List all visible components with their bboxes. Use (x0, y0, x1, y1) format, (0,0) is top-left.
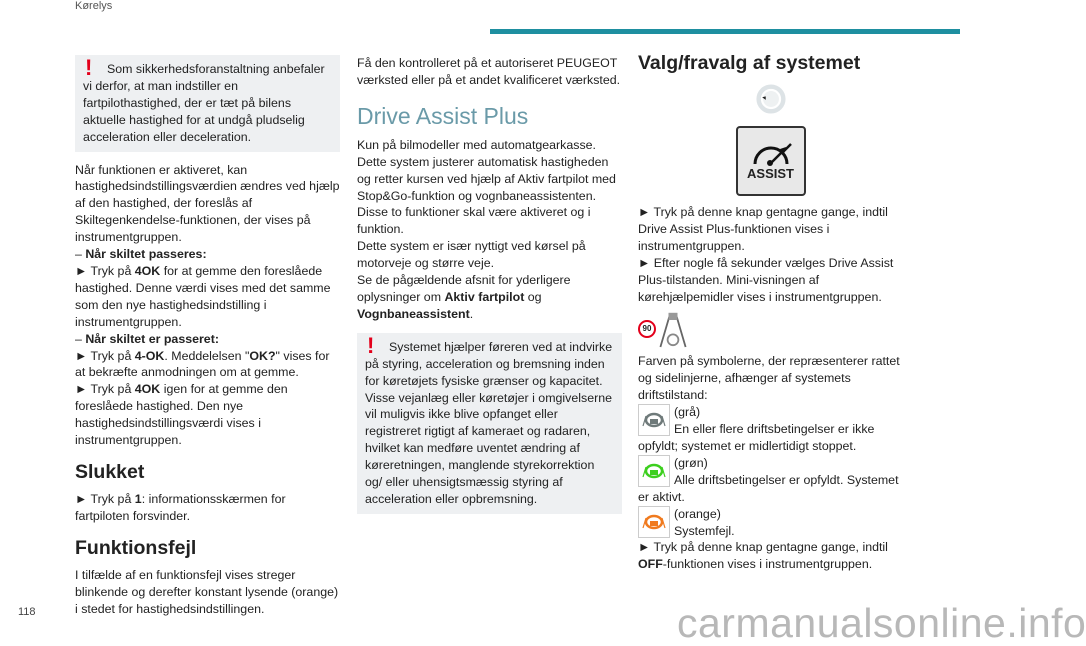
paragraph: Se de pågældende afsnit for yderligere oplysninger om Aktiv fartpilot og Vognbaneassistent. (357, 273, 571, 321)
steering-state-icon (638, 506, 670, 538)
assist-label: ASSIST (747, 165, 794, 181)
paragraph: Farven på symbolerne, der repræsenterer rattet og sidelinjerne, afhænger af systemets driftstilstand: (638, 354, 900, 403)
column-3 (638, 52, 903, 573)
paragraph: Dette system justerer automatisk hastigheden og retter kursen ved hjælp af Aktiv fartpilot med Stop&Go-funktion og vognbaneassistenten. (357, 154, 616, 203)
heading-fault: Funktionsfejl (75, 536, 197, 559)
state-item (638, 455, 903, 506)
header-bar (490, 29, 960, 34)
speed-limit-sign: 90 (638, 320, 656, 338)
warning-note (357, 333, 622, 514)
mini-display-icon (638, 311, 903, 347)
state-label: (grå) (674, 405, 701, 420)
heading-drive-assist: Drive Assist Plus (357, 102, 529, 129)
paragraph: Disse to funktioner skal være aktiveret og i funktion. (357, 205, 591, 237)
paragraph: Når funktionen er aktiveret, kan hastighedsindstillingsværdien ændres ved hjælp af den hastighed, der foreslås af Skiltegenkendelse-funktionen, der vises på instrumentgruppen. (75, 162, 340, 245)
column-2 (357, 55, 622, 524)
steering-state-icon (638, 455, 670, 487)
paragraph: Dette system er især nyttigt ved kørsel på motorveje og større veje. (357, 239, 586, 271)
state-text: En eller flere driftsbetingelser er ikke opfyldt; systemet er midlertidigt stoppet. (638, 422, 875, 453)
state-label: (grøn) (674, 455, 708, 470)
column-1 (75, 55, 340, 617)
note-text: Som sikkerhedsforanstaltning anbefaler vi derfor, at man indstiller en fartpilothastighed, der er tæt på bilens aktuelle hastighed for at undgå pludselig acceleration eller deceleration. (83, 62, 325, 144)
step: ► Tryk på 1: informationsskærmen for fartpiloten forsvinder. (75, 491, 286, 523)
step: ► Tryk på denne knap gentagne gange, indtil OFF-funktionen vises i instrumentgruppen. (638, 540, 888, 572)
warning-icon: ! (85, 55, 93, 80)
paragraph: Få den kontrolleret på et autoriseret PEUGEOT værksted eller på et andet kvalificeret værksted. (357, 56, 621, 87)
heading-select: Valg/fravalg af systemet (638, 52, 861, 74)
state-label: (orange) (674, 506, 721, 521)
paragraph: I tilfælde af en funktionsfejl vises streger blinkende og derefter konstant lysende (orange) i stedet for hastighedsindstillingen. (75, 567, 339, 616)
heading-off: Slukket (75, 460, 145, 483)
state-item (638, 506, 903, 540)
watermark: carmanualsonline.info (677, 600, 1086, 646)
step: – Når skiltet passeres: (75, 247, 207, 262)
steering-wheel-icon (638, 84, 903, 114)
page-number: 118 (18, 606, 36, 618)
warning-note (75, 55, 340, 152)
step: – Når skiltet er passeret: (75, 331, 219, 346)
lane-icon (656, 311, 690, 347)
state-list (638, 404, 903, 539)
state-text: Alle driftsbetingelser er opfyldt. Systemet er aktivt. (638, 472, 899, 504)
section-title: Kørelys (75, 0, 113, 12)
steering-state-icon (638, 404, 670, 436)
step: ► Tryk på denne knap gentagne gange, indtil Drive Assist Plus-funktionen vises i instrumentgruppen. (638, 205, 888, 253)
paragraph: Kun på bilmodeller med automatgearkasse. (357, 137, 596, 152)
warning-icon: ! (367, 332, 375, 358)
step: ► Tryk på 4OK igen for at gemme den foreslåede hastighed. Den nye hastighedsindstillingsværdi vises i instrumentgruppen. (75, 382, 288, 448)
step: ► Efter nogle få sekunder vælges Drive Assist Plus-tilstanden. Mini-visningen af kørehjælpemidler vises i instrumentgruppen. (638, 255, 894, 304)
step: ► Tryk på 4OK for at gemme den foreslåede hastighed. Denne værdi vises med det samme som den nye hastighedsindstilling i instrumentgruppen. (75, 263, 331, 329)
state-text: Systemfejl. (674, 523, 735, 538)
assist-button-icon (736, 126, 806, 196)
state-item (638, 404, 903, 455)
note-text: Systemet hjælper føreren ved at indvirke på styring, acceleration og bremsning inden for køretøjets fysiske grænser og kapacitet. Visse vejanlæg eller køretøjer i omgivelserne vil muligvis ikke blive opfanget eller registreret rigtigt af kameraet og radaren, hvilket kan medføre uventet ændring af køreretningen, manglende styrekorrektion og/ eller uhensigtsmæssig styring af acceleration eller opbremsning. (365, 339, 613, 506)
step: ► Tryk på 4-OK. Meddelelsen "OK?" vises for at bekræfte anmodningen om at gemme. (75, 348, 330, 380)
